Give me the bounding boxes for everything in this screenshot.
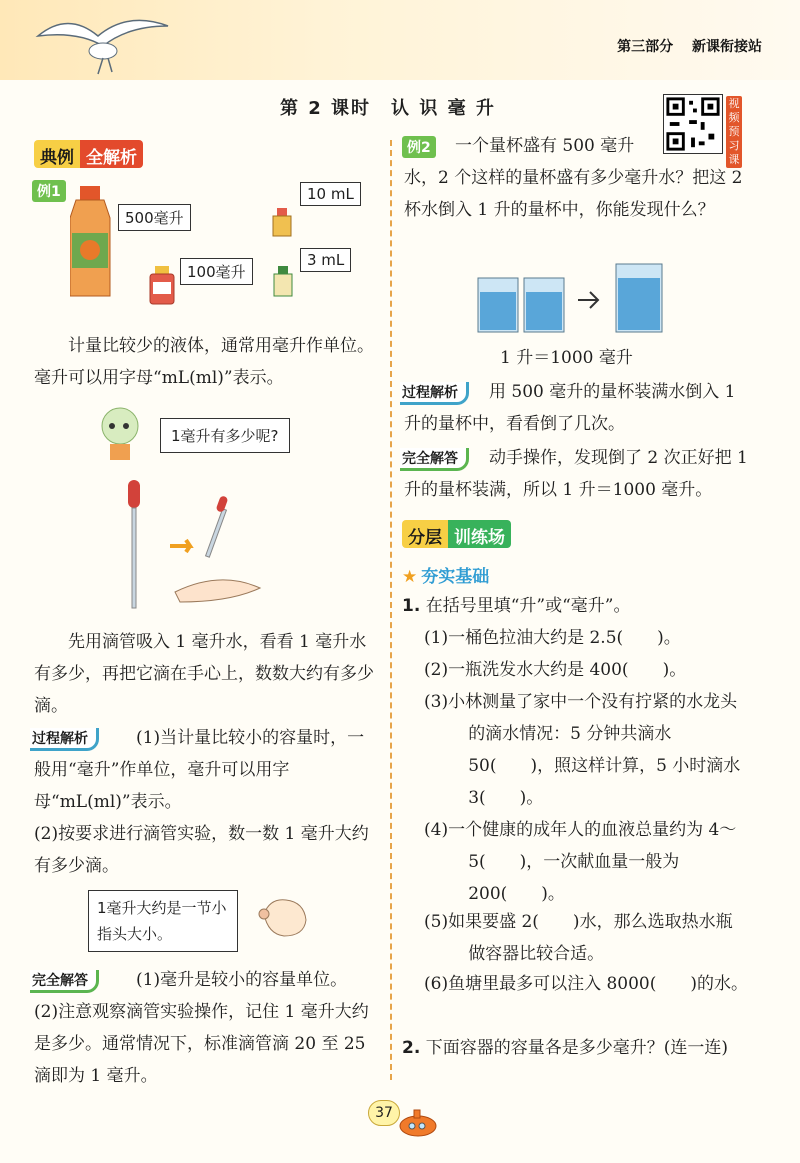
answer-left-2: (2)注意观察滴管实验操作，记住 1 毫升大约是多少。通常情况下，标准滴管滴 20 至 25 滴即为 1 毫升。: [34, 1002, 369, 1086]
question-1-number: 1.: [402, 596, 421, 616]
example-2-tag: 例2: [402, 136, 436, 158]
header-section-label: 第三部分: [617, 39, 674, 55]
badge-part-a: 分层: [402, 520, 448, 548]
header-subtitle: 新课衔接站: [692, 39, 762, 55]
badge-part-b: 全解析: [80, 140, 143, 168]
question-2: [402, 1032, 748, 1064]
question-1-text: 在括号里填“升”或“毫升”。: [425, 596, 631, 616]
example-1-tag: 例1: [32, 180, 66, 202]
example-2-text-line1: 一个量杯盛有 500 毫升: [455, 136, 635, 156]
answer-left-1: (1)毫升是较小的容量单位。: [136, 970, 348, 990]
intro-paragraph-2: 先用滴管吸入 1 毫升水，看看 1 毫升水有多少，再把它滴在手心上，数数大约有多少滴。: [34, 632, 374, 716]
q1-item-1: (1)一桶色拉油大约是 2.5( )。: [424, 628, 681, 648]
analysis-tag-right: 过程解析: [400, 382, 469, 405]
speech-bubble-question: 1毫升有多少呢?: [160, 418, 290, 453]
label-10ml: 10 mL: [300, 182, 361, 206]
beaker-caption: 1 升＝1000 毫升: [500, 348, 633, 368]
analysis-tag-left: 过程解析: [30, 728, 99, 751]
qr-code-icon[interactable]: [663, 94, 723, 154]
question-1: [402, 590, 748, 622]
answer-right: 动手操作，发现倒了 2 次正好把 1 升的量杯装满，所以 1 升＝1000 毫升。: [404, 448, 748, 500]
question-2-text: 下面容器的容量各是多少毫升？(连一连): [425, 1038, 728, 1058]
intro-paragraph-1: 计量比较少的液体，通常用毫升作单位。毫升可以用字母“mL(ml)”表示。: [34, 336, 374, 388]
cabbage-character-icon: [92, 404, 148, 468]
page-number: 37: [368, 1100, 400, 1126]
lesson-title: 第 2 课时 认 识 毫 升: [280, 98, 496, 119]
question-2-number: 2.: [402, 1038, 421, 1058]
q1-item-4: (4)一个健康的成年人的血液总量约为 4～5( )，一次献血量一般为 200( )。: [424, 820, 737, 904]
answer-tag-right: 完全解答: [400, 448, 469, 471]
q1-item-3: (3)小林测量了家中一个没有拧紧的水龙头的滴水情况：5 分钟共滴水 50( )，照这样计算，5 小时滴水 3( )。: [424, 692, 741, 808]
q1-item-2: (2)一瓶洗发水大约是 400( )。: [424, 660, 687, 680]
label-100ml: 100毫升: [180, 258, 253, 285]
label-3ml: 3 mL: [300, 248, 351, 272]
header-section: [603, 36, 762, 56]
label-500ml: 500毫升: [118, 204, 191, 231]
basic-section-title: [402, 562, 489, 587]
basic-title-text: 夯实基础: [421, 567, 490, 587]
analysis-left-2: (2)按要求进行滴管实验，数一数 1 毫升大约有多少滴。: [34, 824, 369, 876]
beakers-illustration: [476, 258, 666, 338]
analysis-right: 用 500 毫升的量杯装满水倒入 1 升的量杯中，看看倒了几次。: [404, 382, 736, 434]
badge-part-a: 典例: [34, 140, 80, 168]
section-badge-examples: [34, 140, 143, 168]
section-badge-practice: [402, 520, 511, 548]
seagull-icon: [28, 6, 178, 76]
dropper-experiment-illustration: [120, 478, 270, 618]
q1-item-6: (6)鱼塘里最多可以注入 8000( )的水。: [424, 974, 749, 994]
qr-label: 视频预习课: [726, 96, 742, 168]
answer-tag-left: 完全解答: [30, 970, 99, 993]
speech-bubble-note: 1毫升大约是一节小指头大小。: [88, 890, 238, 952]
finger-icon: [254, 884, 314, 940]
q1-item-5: (5)如果要盛 2( )水，那么选取热水瓶做容器比较合适。: [424, 912, 733, 964]
star-icon: ★: [402, 567, 418, 587]
submarine-icon: [396, 1108, 440, 1138]
analysis-left-1: (1)当计量比较小的容量时，一般用“毫升”作单位，毫升可以用字母“mL(ml)”表示。: [34, 728, 365, 812]
example-2-text: 水，2 个这样的量杯盛有多少毫升水？把这 2 杯水倒入 1 升的量杯中，你能发现什么？: [404, 168, 743, 220]
column-divider: [390, 140, 392, 1080]
badge-part-b: 训练场: [448, 520, 511, 548]
